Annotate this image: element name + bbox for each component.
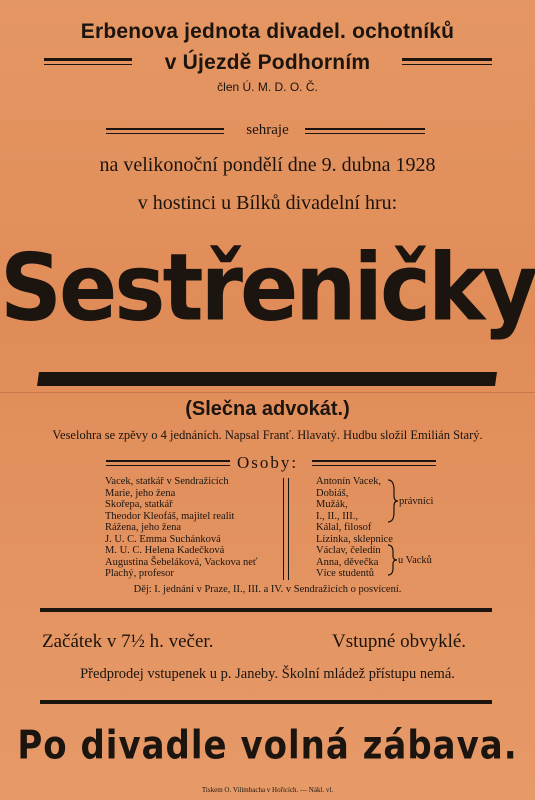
after-party-announcement: Po divadle volná zábava. [17,723,518,769]
cast-roles-right [316,476,393,580]
cast-role: Marie, jeho žena [105,487,176,499]
society-name: Erbenova jednota divadel. ochotníků [80,20,455,43]
venue-line: v hostinci u Bílků divadelní hru: [137,192,398,214]
start-time: Začátek v 7½ h. večer. [42,631,214,652]
printer-imprint: Tiskem O. Vilímbacha v Hořicích. — Nákl. vl. [201,786,334,794]
cast-role: M. U. C. Helena Kadečková [105,545,225,556]
play-subtitle: (Slečna advokát.) [185,398,350,420]
group-label-lawyers: právníci [399,496,434,507]
cast-role: Antonín Vacek, [316,476,382,487]
presale-note: Předprodej vstupenek u p. Janeby. Školní mládež přístupu nemá. [80,666,455,682]
cast-role: Rážena, jeho žena [105,522,182,533]
divider-bar [40,608,492,612]
cast-role: Více studentů [316,568,375,579]
play-title: Sestřeničky [0,234,535,342]
village-name: v Újezdě Podhorním [164,51,371,74]
cast-role: J. U. C. Emma Suchánková [105,533,221,545]
group-brace [386,478,400,524]
date-line: na velikonoční pondělí dne 9. dubna 1928 [99,154,436,176]
cast-role: Vacek, statkář v Sendražicích [105,476,229,487]
group-label-vacek-household: u Vacků [398,555,432,566]
cast-heading: Osoby: [236,453,299,472]
admission: Vstupné obvyklé. [332,631,467,652]
play-info: Veselohra se zpěvy o 4 jednáních. Napsal Franť. Hlavatý. Hudbu složil Emilián Starý. [52,428,483,442]
title-underline-bar [37,372,497,386]
cast-role: Augustina Šebeláková, Vackova neť [105,556,258,568]
cast-role: Plachý, profesor [105,568,174,579]
cast-column-divider [283,478,284,580]
paper-fold [0,392,535,393]
cast-column-divider [288,478,289,580]
cast-role: I., II., III., [316,510,358,522]
cast-role: Mužák, [316,499,348,510]
cast-role: Lízinka, sklepnice [316,533,393,545]
cast-role: Anna, děvečka [316,556,379,568]
cast-role: Theodor Kleofáš, majitel realit [105,510,235,522]
cast-role: Dobiáš, [316,487,349,499]
cast-roles-left [105,476,257,580]
cast-role: Kálal, filosof [316,522,372,533]
divider-bar [40,700,492,704]
scene-setting: Děj: I. jednání v Praze, II., III. a IV. v Sendražicích o posvícení. [133,584,402,595]
cast-role: Václav, čeledín [316,545,381,556]
performs-label: sehraje [246,122,289,138]
membership-line: člen Ú. M. D. O. Č. [217,80,318,94]
cast-role: Skořepa, statkář [105,499,173,510]
